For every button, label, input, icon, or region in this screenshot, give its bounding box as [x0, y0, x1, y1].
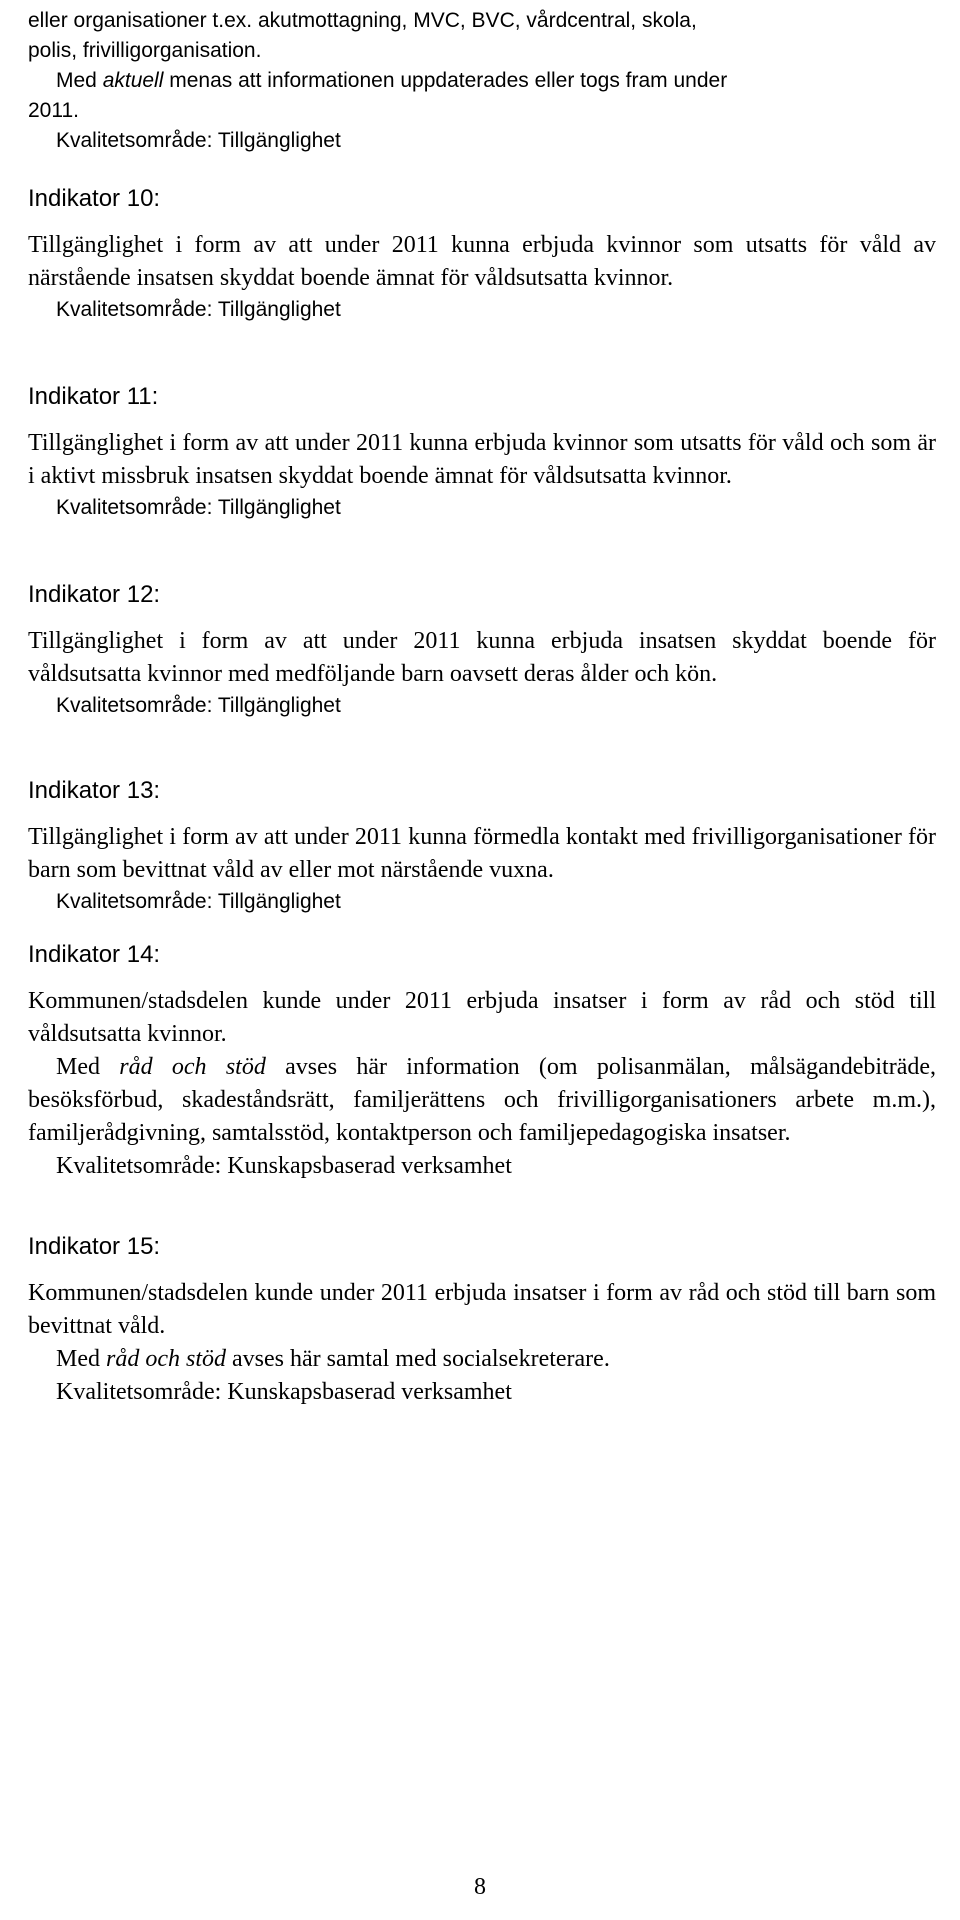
- indicator-15: [28, 1232, 936, 1409]
- indicator-heading: Indikator 10:: [28, 185, 161, 212]
- indicator-text: Kommunen/stadsdelen kunde under 2011 erbjuda insatser i form av råd och stöd till våldsutsatta kvinnor.: [28, 988, 936, 1047]
- indicator-heading: Indikator 14:: [28, 941, 161, 968]
- indicator-text: Tillgänglighet i form av att under 2011 kunna erbjuda insatsen skyddat boende för våldsutsatta kvinnor med medföljande barn oavsett deras ålder och kön.: [28, 628, 936, 687]
- intro-line-1: eller organisationer t.ex. akutmottagning, MVC, BVC, vårdcentral, skola,: [28, 9, 697, 32]
- indicator-note-pre: Med: [56, 1054, 120, 1080]
- indicator-text: Kommunen/stadsdelen kunde under 2011 erbjuda insatser i form av råd och stöd till barn som bevittnat våld.: [28, 1280, 936, 1339]
- intro-line-4: 2011.: [28, 99, 79, 122]
- indicator-quality-area: Kvalitetsområde: Kunskapsbaserad verksamhet: [56, 1153, 512, 1179]
- indicator-heading: Indikator 15:: [28, 1233, 161, 1260]
- indicator-quality-area: Kvalitetsområde: Tillgänglighet: [56, 298, 341, 321]
- indicator-quality-area: Kvalitetsområde: Tillgänglighet: [56, 694, 341, 717]
- indicator-text: Tillgänglighet i form av att under 2011 kunna erbjuda kvinnor som utsatts för våld av närstående insatsen skyddat boende ämnat för våldsutsatta kvinnor.: [28, 232, 936, 291]
- indicator-note-post: avses här samtal med socialsekreterare.: [226, 1346, 610, 1372]
- indicator-13: [28, 776, 936, 917]
- intro-line-3-emphasis: aktuell: [102, 69, 164, 92]
- indicator-note-pre: Med: [56, 1346, 106, 1372]
- intro-line-3-post: menas att informationen uppdaterades eller togs fram under: [163, 69, 728, 92]
- page-number: 8: [474, 1874, 486, 1900]
- indicator-heading: Indikator 11:: [28, 383, 159, 410]
- indicator-note-post: avses här information (om polisanmälan, målsägandebiträde, besöksförbud, skadeståndsrätt, familjerättens och frivilligorganisationers arbete m.m.), familjerådgivning, samtalsstöd, kontaktperson och familjepedagogiska insatser.: [28, 1054, 937, 1146]
- indicator-12: [28, 580, 936, 721]
- indicator-note: [28, 1343, 936, 1376]
- indicator-11: [28, 382, 936, 523]
- intro-line-3: [28, 66, 936, 96]
- indicator-14: [28, 940, 936, 1183]
- intro-line-3-pre: Med: [56, 69, 103, 92]
- indicator-note-emphasis: råd och stöd: [106, 1346, 226, 1372]
- indicator-10: [28, 184, 936, 325]
- intro-block: [28, 6, 936, 156]
- indicator-heading: Indikator 13:: [28, 777, 161, 804]
- intro-line-2: polis, frivilligorganisation.: [28, 39, 262, 62]
- indicator-heading: Indikator 12:: [28, 581, 161, 608]
- indicator-quality-area: Kvalitetsområde: Tillgänglighet: [56, 496, 341, 519]
- indicator-text: Tillgänglighet i form av att under 2011 kunna förmedla kontakt med frivilligorganisationer för barn som bevittnat våld av eller mot närstående vuxna.: [28, 824, 936, 883]
- intro-quality-area: Kvalitetsområde: Tillgänglighet: [56, 129, 341, 152]
- indicator-quality-area: Kvalitetsområde: Tillgänglighet: [56, 890, 341, 913]
- indicator-note-emphasis: råd och stöd: [119, 1054, 266, 1080]
- indicator-quality-area: Kvalitetsområde: Kunskapsbaserad verksamhet: [56, 1379, 512, 1405]
- indicator-text: Tillgänglighet i form av att under 2011 kunna erbjuda kvinnor som utsatts för våld och som är i aktivt missbruk insatsen skyddat boende ämnat för våldsutsatta kvinnor.: [28, 430, 936, 489]
- indicator-note: [28, 1051, 936, 1150]
